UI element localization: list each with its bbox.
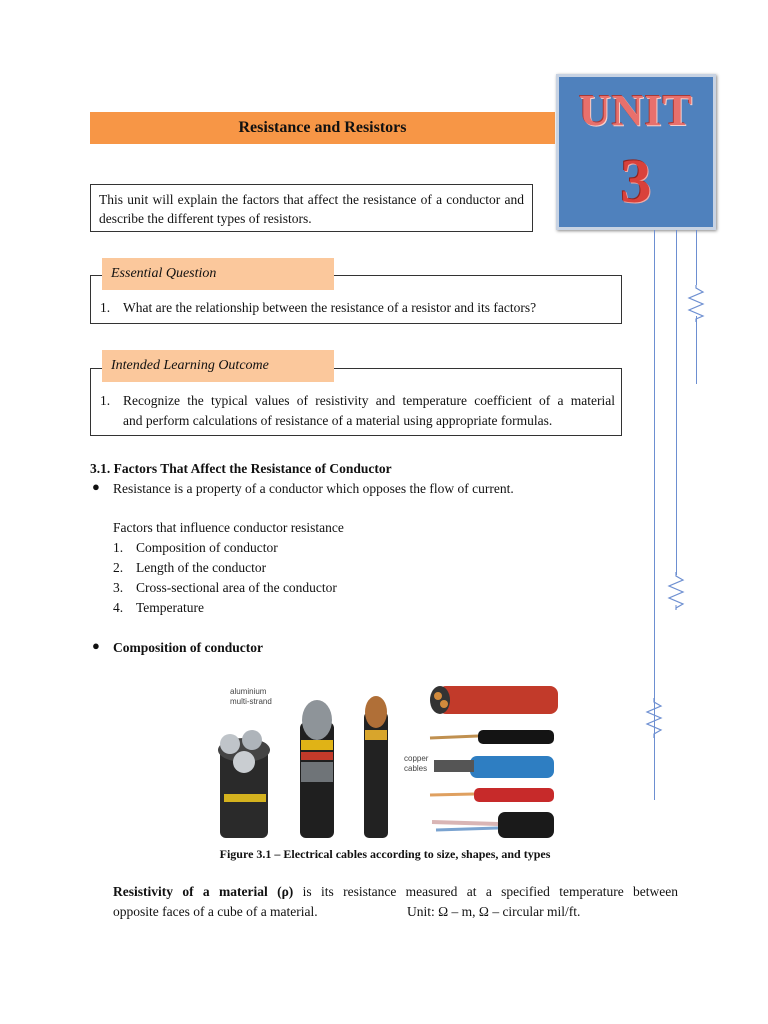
- unit-number: 3: [620, 148, 652, 216]
- unit-word: UNIT: [578, 86, 694, 135]
- resistivity-line1: [113, 882, 678, 902]
- factor-number: 1.: [113, 540, 124, 555]
- intro-text: This unit will explain the factors that affect the resistance of a conductor and describe the different types of resistors.: [99, 192, 524, 226]
- resistivity-line2: opposite faces of a cube of a material.: [113, 904, 318, 919]
- eq-item-number: 1.: [100, 300, 111, 315]
- figure-label-aluminium: aluminium multi-strand: [230, 687, 272, 706]
- resistivity-unit: Unit: Ω – m, Ω – circular mil/ft.: [407, 904, 581, 919]
- ilo-item-number: 1.: [100, 393, 111, 408]
- factor-item: Temperature: [136, 600, 205, 615]
- figure-caption: Figure 3.1 – Electrical cables according to size, shapes, and types: [219, 847, 551, 861]
- ilo-item-line2: and perform calculations of resistance of a material using appropriate formulas.: [123, 413, 553, 428]
- bullet-resistance-definition: Resistance is a property of a conductor which opposes the flow of current.: [113, 481, 514, 496]
- page-title-bar: [90, 112, 555, 144]
- factor-number: 3.: [113, 580, 124, 595]
- factors-intro: Factors that influence conductor resistance: [113, 520, 344, 535]
- factor-number: 2.: [113, 560, 124, 575]
- cables-figure: [208, 682, 560, 842]
- learning-outcome-label-text: Intended Learning Outcome: [111, 358, 269, 373]
- intro-box: [90, 184, 533, 232]
- essential-question-label: [102, 258, 334, 290]
- essential-question-label-text: Essential Question: [111, 266, 217, 281]
- unit-badge: [556, 74, 716, 230]
- section-heading: 3.1. Factors That Affect the Resistance of Conductor: [90, 461, 392, 476]
- factor-item: Cross-sectional area of the conductor: [136, 580, 337, 595]
- learning-outcome-label: [102, 350, 334, 382]
- bullet-icon: ●: [92, 479, 100, 494]
- resistor-symbols-icon: [640, 230, 716, 810]
- ilo-item-line1: Recognize the typical values of resistivity and temperature coefficient of a material: [123, 393, 615, 408]
- figure-label-copper: copper cables: [404, 754, 429, 773]
- factor-number: 4.: [113, 600, 124, 615]
- page-title: Resistance and Resistors: [238, 119, 407, 136]
- eq-item-text: What are the relationship between the resistance of a resistor and its factors?: [123, 300, 537, 315]
- resistivity-term: Resistivity of a material (ρ): [113, 884, 294, 899]
- factor-item: Composition of conductor: [136, 540, 278, 555]
- bullet-icon: ●: [92, 638, 100, 653]
- bullet-composition: Composition of conductor: [113, 640, 264, 655]
- factor-item: Length of the conductor: [136, 560, 267, 575]
- resistivity-definition: is its resistance measured at a specified temperature between: [293, 884, 679, 899]
